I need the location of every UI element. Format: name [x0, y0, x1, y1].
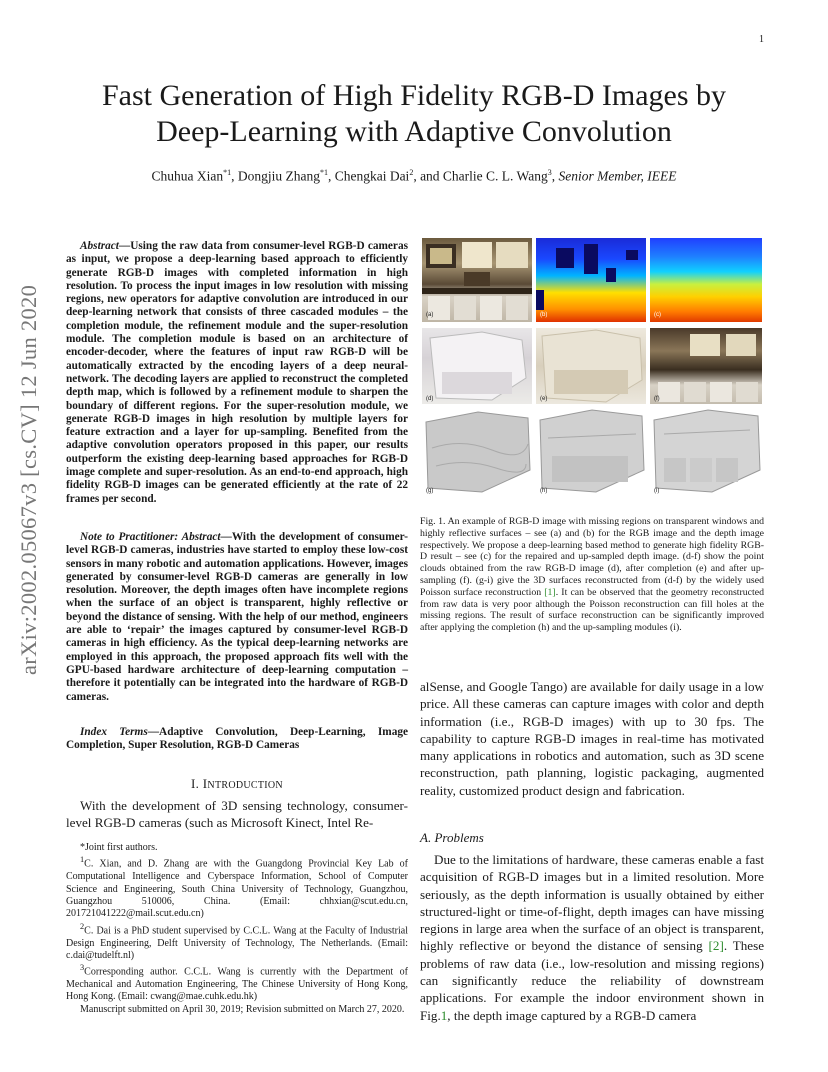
footnote-2-mark: 2 [80, 921, 85, 931]
note-to-practitioner [66, 531, 408, 704]
intro-continued [420, 678, 764, 799]
author-3-affil: 2 [409, 168, 414, 177]
author-4-affil: 3 [547, 168, 552, 177]
intro-continued-text: alSense, and Google Tango) are available for daily usage in a low price. All these cameras can capture images with color and depth information (i.e., RGB-D images) with up to 30 fps. The capability to capture RGB-D images in real-time has motivated many applications in robotics and automation, such as 3D scene reconstruction, path planning, logistic packaging, augmented reality, customized product design and fabrication. [420, 679, 764, 798]
panel-label-h: (h) [540, 488, 548, 494]
footnote-2 [66, 921, 408, 963]
panel-label-i: (i) [654, 488, 660, 494]
panel-label-a: (a) [426, 312, 434, 318]
point-cloud-raw-shape [422, 328, 532, 404]
point-cloud-completed [536, 328, 646, 404]
author-1-affil: *1 [223, 168, 232, 177]
point-cloud-completed-shape [536, 328, 646, 404]
author-3: , Chengkai Dai [327, 168, 410, 184]
surface-upsampled [650, 408, 762, 496]
panel-label-d: (d) [426, 396, 434, 402]
section-number: I. [191, 776, 203, 791]
surface-completed-shape [536, 408, 646, 496]
abstract-label: Abstract [80, 240, 119, 252]
rgb-image-panel [422, 238, 532, 322]
figure-1 [420, 236, 764, 504]
point-cloud-raw [422, 328, 532, 404]
footnotes [66, 842, 408, 1016]
section-heading-initial: I [202, 776, 208, 791]
index-terms-label: Index Terms [80, 726, 148, 738]
problems-text-end: , the depth image captured by a RGB-D camera [447, 1007, 697, 1023]
raw-depth-holes [536, 238, 646, 322]
arxiv-stamp: arXiv:2002.05067v3 [cs.CV] 12 Jun 2020 [16, 284, 41, 675]
figure-ref-link[interactable]: 1 [440, 1007, 448, 1023]
panel-label-b: (b) [540, 312, 548, 318]
page-number: 1 [759, 34, 764, 45]
problems-paragraph [420, 851, 764, 1024]
footnote-1-mark: 1 [80, 855, 85, 865]
subsection-heading: A. Problems [420, 830, 484, 845]
problems-text-mid: . These problems of raw data (i.e., low-resolution and missing regions) can significantly reduce the reliability of downstream applications. For example the indoor environment shown in Fig. [420, 938, 764, 1023]
footnote-1 [66, 854, 408, 920]
footnote-3-mark: 3 [80, 963, 85, 973]
caption-text: Fig. 1. An example of RGB-D image with missing regions on transparent windows and highly reflective surfaces – see (a) and (b) for the RGB image and the depth image respectively. We propose a deep-learning based method to generate high fidelity RGB-D result – see (c) for the repaired and up-sampled depth image. (d-f) show the point clouds obtained from the raw RGB-D image (d), after completion (e) and after up-sampling (f). (g-i) give the 3D surfaces reconstructed from (d-f) by the widely used Poisson surface reconstruction [420, 516, 764, 598]
author-list [40, 168, 788, 185]
index-terms [66, 726, 408, 753]
intro-paragraph [66, 797, 408, 832]
panel-label-e: (e) [540, 396, 548, 402]
footnote-1-text: C. Xian, and D. Zhang are with the Guangdong Provincial Key Lab of Computational Intelligence and Cyberspace Information, School of Computer Science and Engineering, South China University of Technology, Guangzhou, Guangzhou 510006, China. (Email: chhxian@scut.edu.cn, 201721041222@mail.scut.edu.cn) [66, 858, 408, 920]
caption-citation-link[interactable]: [1] [544, 586, 556, 598]
paper-title [40, 78, 788, 150]
panel-label-c: (c) [654, 312, 661, 318]
panel-label-f: (f) [654, 396, 660, 402]
surface-raw [422, 408, 532, 496]
footnote-2-text: C. Dai is a PhD student supervised by C.C.L. Wang at the Faculty of Industrial Design Engineering, Delft University of Technology, The Netherlands. (Email: c.dai@tudelft.nl) [66, 925, 408, 961]
author-4: , and Charlie C. L. Wang [413, 168, 548, 184]
abstract [66, 240, 408, 506]
depth-image-panel [536, 238, 646, 322]
completed-depth-panel [650, 238, 762, 322]
footnote-joint: *Joint first authors. [80, 842, 158, 853]
section-heading [66, 776, 408, 792]
title-line-1: Fast Generation of High Fidelity RGB-D Images by [101, 79, 727, 112]
section-heading-rest: NTRODUCTION [207, 780, 283, 791]
figure-1-caption [420, 516, 764, 634]
footnote-3 [66, 962, 408, 1004]
point-cloud-upsampled [650, 328, 762, 404]
caption-text-end: . It can be observed that the geometry reconstructed from raw data is very poor although the Poisson reconstruction can fill holes at the missing regions. The result of surface reconstruction can be significantly improved after applying the completion (h) and the up-sampling modules (i). [420, 586, 764, 634]
ieee-membership: Senior Member, IEEE [558, 168, 677, 184]
surface-raw-shape [422, 408, 532, 496]
note-label: Note to Practitioner: Abstract [80, 531, 221, 543]
manuscript-note: Manuscript submitted on April 30, 2019; Revision submitted on March 27, 2020. [80, 1003, 405, 1015]
author-4-suffix: , [551, 168, 559, 184]
intro-text: With the development of 3D sensing technology, consumer-level RGB-D cameras (such as Microsoft Kinect, Intel Re- [66, 798, 408, 831]
panel-label-g: (g) [426, 488, 434, 494]
index-terms-text: —Adaptive Convolution, Deep-Learning, Image Completion, Super Resolution, RGB-D Cameras [66, 726, 408, 752]
abstract-text: —Using the raw data from consumer-level RGB-D cameras as input, we propose a deep-learning based approach to efficiently generate RGB-D images with completed information in high resolution. To process the input images in low resolution with missing regions, new operators for adaptive convolution are introduced in our deep-learning network that consists of three cascaded modules – the completion module, the refinement module and the super-resolution module. The completion module is based on an architecture of encoder-decoder, where the features of input raw RGB-D will be automatically extracted by the encoding layers of a deep neural-network. The decoding layers are applied to reconstruct the completed depth map, which is followed by a refinement module to sharpen the boundary of different regions. For the super-resolution module, we generate RGB-D images in high resolution by multiple layers for feature extraction and a layer for up-sampling. Benefited from the adaptive convolution operators proposed in this paper, our results outperform the existing deep-learning based approaches for RGB-D image complete and super-resolution. As an end-to-end approach, high fidelity RGB-D images can be generated efficiently at the rate of 22 frames per second. [66, 240, 408, 505]
surface-upsampled-shape [650, 408, 762, 496]
problems-citation-link[interactable]: [2] [708, 938, 724, 954]
kitchen-photo [422, 238, 532, 322]
title-line-2: Deep-Learning with Adaptive Convolution [156, 115, 672, 148]
note-text: —With the development of consumer-level RGB-D cameras, industries have started to employ these low-cost sensors in many robotic and automation applications. However, images generated by consumer-level RGB-D cameras are generally in low resolution. Moreover, the depth images often have incomplete regions when the surface of an object is transparent, highly reflective or beyond the distance of sensing. With the help of our method, engineers are able to ‘repair’ the images captured by consumer-level RGB-D cameras in high efficiency. As the typical deep-learning networks are employed in this approach, the proposed approach fits well with the GPU-based hardware architecture of deep-learning computation – therefore it potentially can be integrated into the hardware of RGB-D cameras. [66, 531, 408, 703]
author-1: Chuhua Xian [151, 168, 224, 184]
author-2-affil: *1 [319, 168, 328, 177]
author-2: , Dongjiu Zhang [231, 168, 320, 184]
footnote-3-text: Corresponding author. C.C.L. Wang is currently with the Department of Mechanical and Automation Engineering, The Chinese University of Hong Kong, Hong Kong. (Email: cwang@mae.cuhk.edu.hk) [66, 966, 408, 1003]
problems-text: Due to the limitations of hardware, these cameras enable a fast acquisition of RGB-D images but in a limited resolution. More seriously, as the depth information is usually obtained by either structured-light or time-of-flight, depth images can have missing regions in large area when the surface of an object is transparent, highly reflective or beyond the distance of sensing [420, 852, 764, 954]
point-cloud-upsampled-shape [650, 328, 762, 404]
surface-completed [536, 408, 646, 496]
